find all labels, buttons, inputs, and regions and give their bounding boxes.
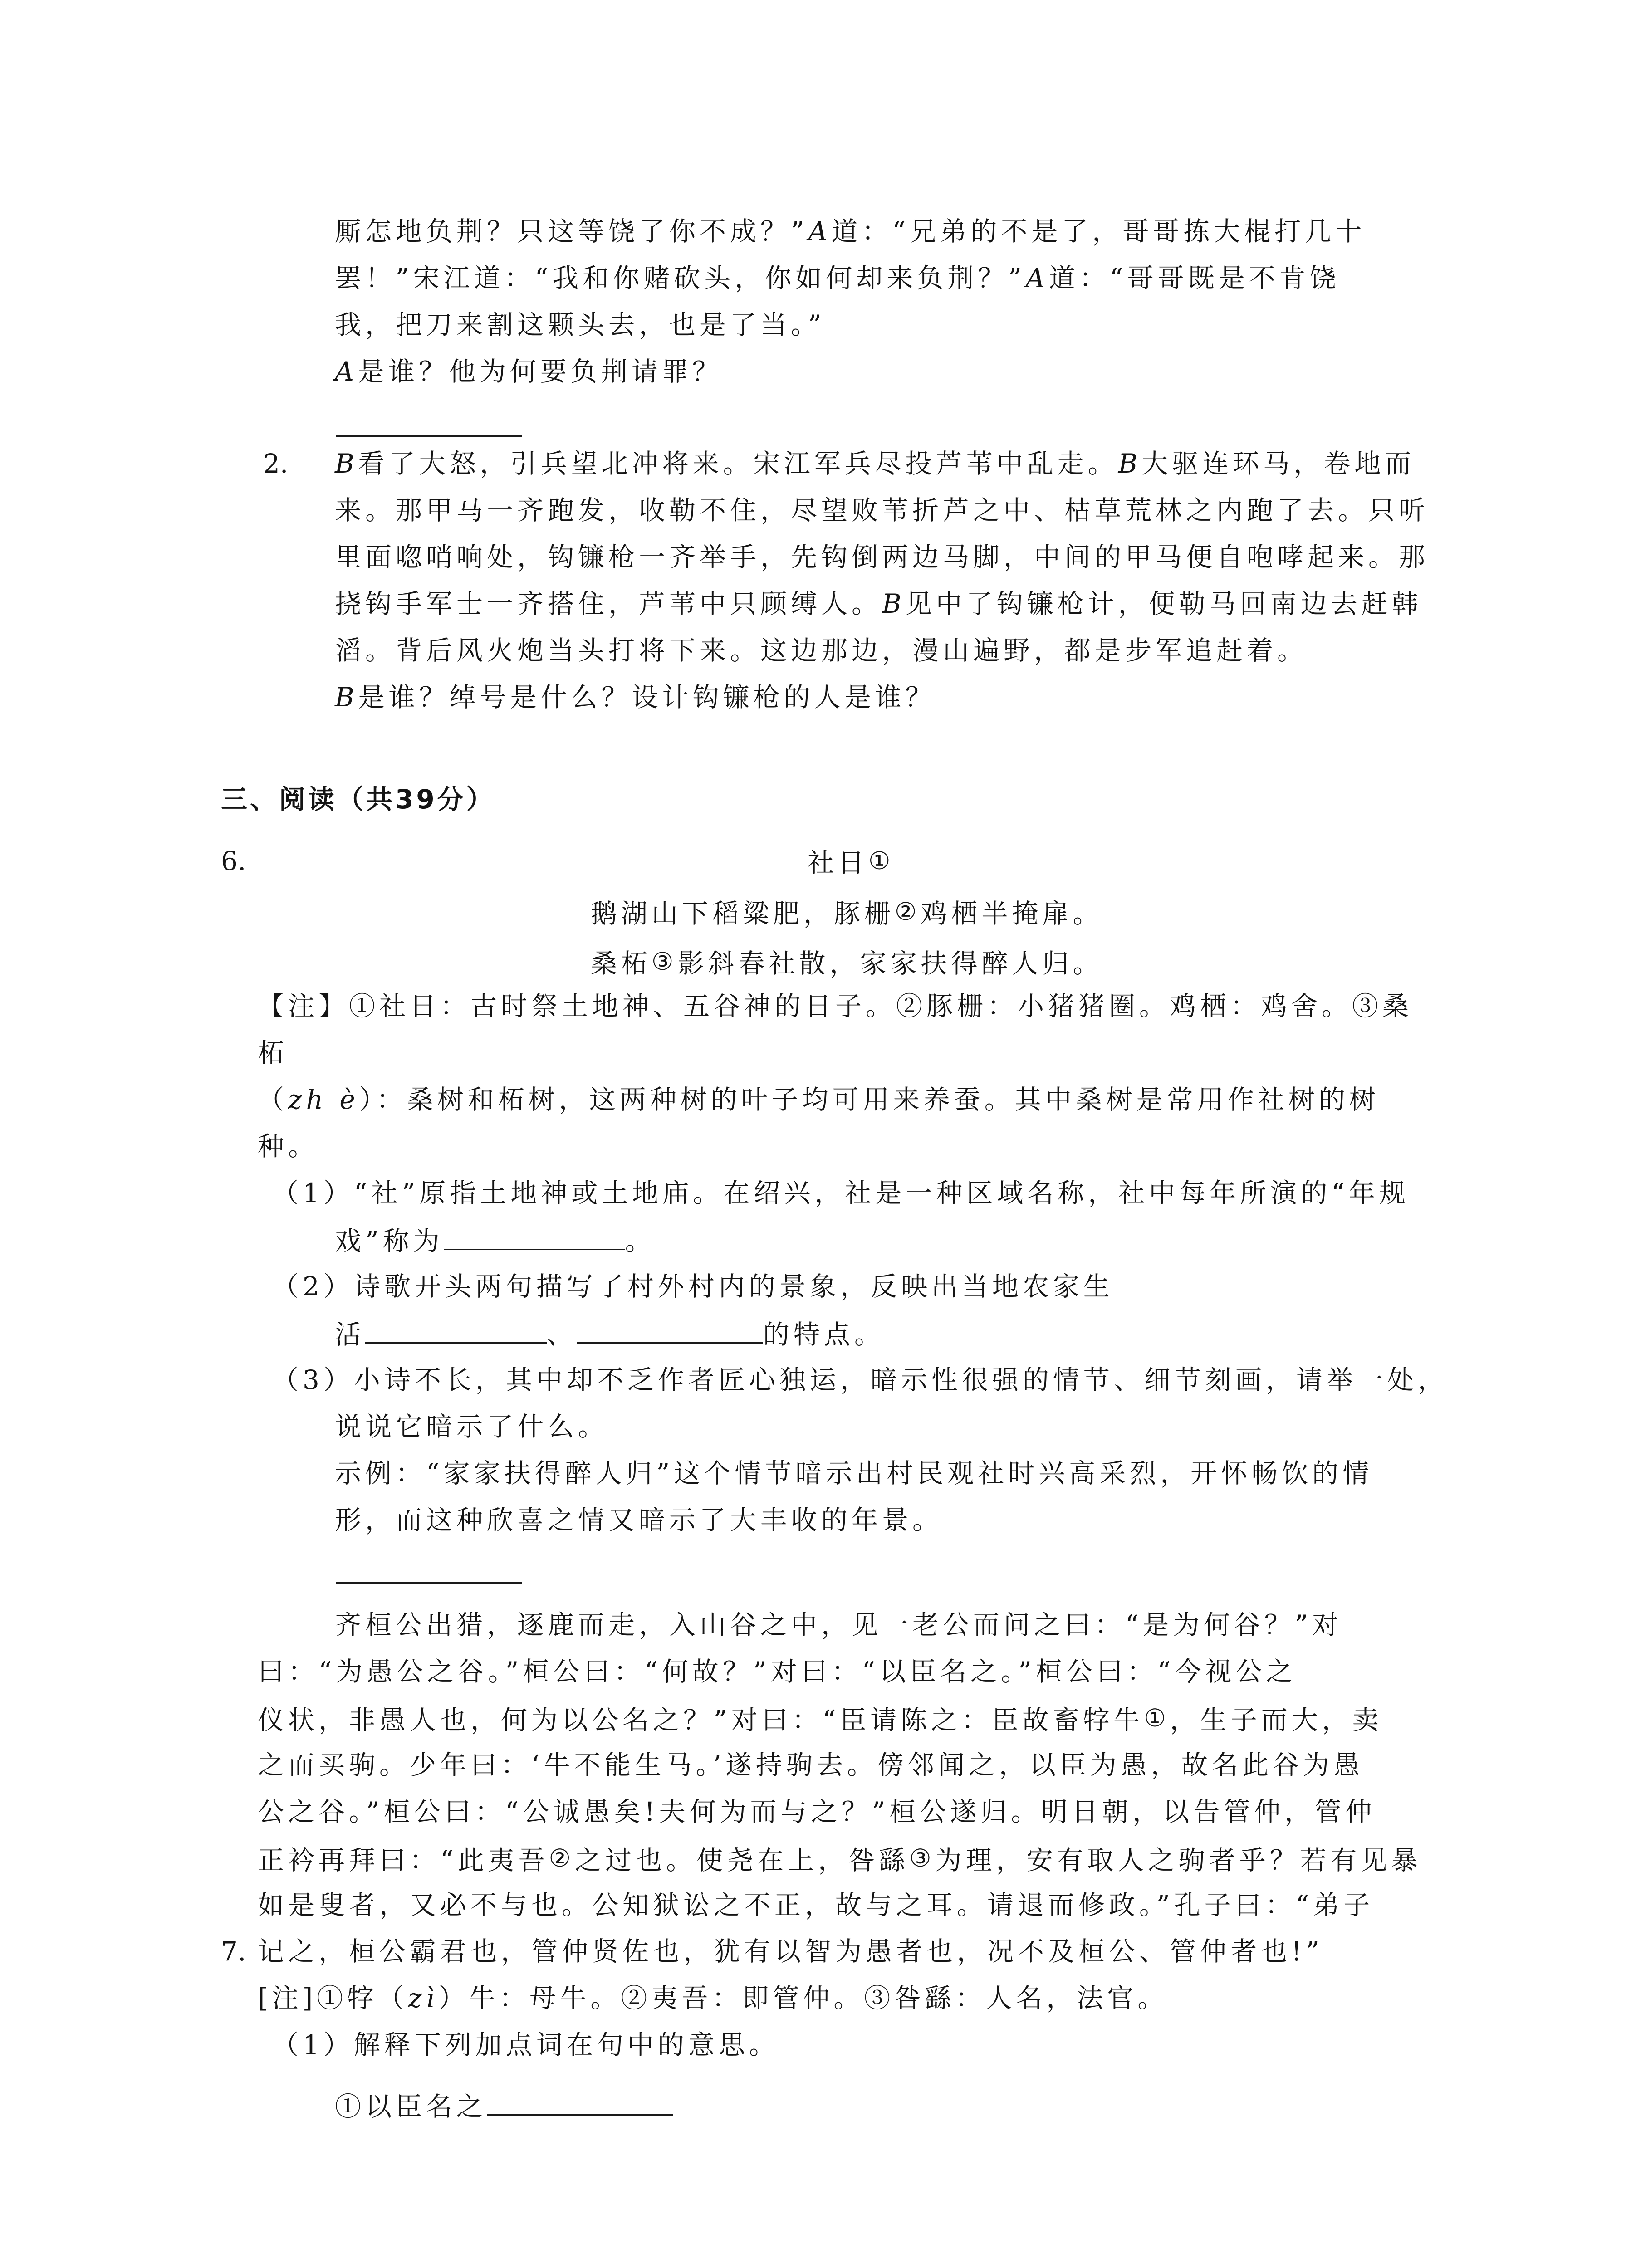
footnote-mark: ① [868, 846, 895, 875]
q7-number: 7. [221, 1936, 246, 1967]
q6-sub1-line1: （1）“社”原指土地神或土地庙。在绍兴，社是一种区域名称，社中每年所演的“年规 [272, 1178, 1410, 1208]
letter-b: B [882, 588, 906, 619]
q6-sub2-line1: （2）诗歌开头两句描写了村外村内的景象，反映出当地农家生 [272, 1271, 1114, 1302]
text: 鹅湖山下稻粱肥，豚栅 [591, 898, 895, 929]
footnote-mark: ③ [909, 1844, 936, 1872]
letter-b: B [335, 682, 358, 713]
q5-item2-number: 2. [263, 448, 289, 479]
answer-line-q5-1[interactable] [336, 435, 522, 437]
letter-b: B [1118, 448, 1142, 479]
q7-sub1-item1 [335, 2087, 673, 2125]
q6-sub3-line2: 说说它暗示了什么。 [335, 1411, 609, 1442]
q5-item1-line3: 我，把刀来割这颗头去，也是了当。” [335, 309, 826, 340]
q5-item1-line1 [335, 213, 1366, 249]
q6-sub2-line2 [335, 1315, 885, 1353]
q7-passage-line8: 记之，桓公霸君也，管仲贤佐也，犹有以智为愚者也，况不及桓公、管仲者也!” [258, 1936, 1323, 1967]
text: （ [258, 1084, 289, 1115]
q5-item2-line2: 来。那甲马一齐跑发，收勒不住，尽望败苇折芦之中、枯草荒林之内跑了去。只听 [335, 495, 1430, 526]
text: ）：桑树和柘树，这两种树的叶子均可用来养蚕。其中桑树是常用作社树的树 [359, 1084, 1380, 1115]
q6-sub1-line2 [335, 1222, 656, 1259]
text: 见中了钩镰枪计，便勒马回南边去赶韩 [905, 588, 1422, 619]
pinyin: zì [408, 1983, 439, 2014]
q6-sub3-line1: （3）小诗不长，其中却不乏作者匠心独运，暗示性很强的情节、细节刻画，请举一处， [272, 1364, 1448, 1395]
text: 厮怎地负荆？只这等饶了你不成？” [335, 216, 808, 247]
q5-item2-line4 [335, 586, 1422, 622]
text: 看了大怒，引兵望北冲将来。宋江军兵尽投芦苇中乱走。 [358, 448, 1118, 479]
q7-passage-line7: 如是叟者，又必不与也。公知狱讼之不正，故与之耳。请退而修政。”孔子曰：“弟子 [258, 1890, 1374, 1921]
text: ，生子而大，卖 [1170, 1705, 1383, 1735]
letter-b: B [335, 448, 358, 479]
text: 挠钩手军士一齐搭住，芦苇中只顾缚人。 [335, 588, 882, 619]
letter-a: A [808, 216, 832, 247]
q5-item2-question [335, 679, 936, 715]
q7-passage-line2: 曰：“为愚公之谷。”桓公曰：“何故？”对曰：“以臣名之。”桓公曰：“今视公之 [258, 1656, 1297, 1687]
q7-note [258, 1980, 1168, 2016]
answer-blank[interactable] [365, 1315, 547, 1344]
footnote-mark: ③ [652, 947, 678, 976]
poem-title [808, 843, 894, 881]
text: 道：“哥哥既是不肯饶 [1048, 263, 1340, 293]
q7-passage-line3 [258, 1700, 1383, 1738]
text: 。 [625, 1226, 656, 1256]
letter-a: A [1025, 263, 1049, 293]
text: 活 [335, 1319, 366, 1350]
letter-a: A [335, 356, 358, 387]
poem-line-1 [591, 894, 1103, 932]
text: 社日 [808, 847, 869, 878]
footnote-mark: ② [549, 1844, 575, 1872]
answer-blank[interactable] [444, 1222, 625, 1250]
text: 之过也。使尧在上，咎繇 [575, 1845, 910, 1876]
q6-note-line1: 【注】①社日：古时祭土地神、五谷神的日子。②豚栅：小猪猪圈。鸡栖：鸡舍。③桑 [258, 991, 1413, 1022]
text: [注]①牸（ [258, 1983, 408, 2014]
q6-example-line1: 示例：“家家扶得醉人归”这个情节暗示出村民观社时兴高采烈，开怀畅饮的情 [335, 1458, 1373, 1489]
q6-example-line2: 形，而这种欣喜之情又暗示了大丰收的年景。 [335, 1505, 943, 1535]
pinyin: zh è [288, 1084, 359, 1115]
answer-blank[interactable] [577, 1315, 763, 1344]
text: 桑柘 [591, 948, 652, 979]
q7-passage-line5: 公之谷。”桓公曰：“公诚愚矣!夫何为而与之？”桓公遂归。明日朝，以告管仲，管仲 [258, 1796, 1376, 1827]
footnote-mark: ① [1144, 1704, 1170, 1732]
q5-item2-line3: 里面唿哨响处，钩镰枪一齐举手，先钩倒两边马脚，中间的甲马便自咆哮起来。那 [335, 542, 1430, 572]
text: 为理，安有取人之驹者乎？若有见暴 [935, 1845, 1422, 1876]
q6-note-line3 [258, 1081, 1380, 1118]
q5-item1-line2 [335, 260, 1340, 296]
text: ）牛：母牛。②夷吾：即管仲。③咎繇：人名，法官。 [438, 1983, 1168, 2014]
text: 是谁？绰号是什么？设计钩镰枪的人是谁？ [358, 682, 936, 713]
q6-note-line2: 柘 [258, 1037, 289, 1068]
q5-item1-question [335, 353, 723, 390]
text: 罢！”宋江道：“我和你赌砍头，你如何却来负荆？” [335, 263, 1026, 293]
q7-passage-line6 [258, 1840, 1422, 1878]
q5-item2-line1 [335, 445, 1415, 482]
answer-line-q6[interactable] [336, 1582, 522, 1584]
text: 仪状，非愚人也，何为以公名之？”对曰：“臣请陈之：臣故畜牸牛 [258, 1705, 1144, 1735]
q7-passage-line1: 齐桓公出猎，逐鹿而走，入山谷之中，见一老公而问之曰：“是为何谷？”对 [335, 1609, 1343, 1640]
text: 是谁？他为何要负荆请罪？ [358, 356, 723, 387]
text: 鸡栖半掩扉。 [921, 898, 1103, 929]
text: 大驱连环马，卷地而 [1141, 448, 1416, 479]
footnote-mark: ② [895, 897, 921, 926]
q7-sub1: （1）解释下列加点词在句中的意思。 [272, 2029, 779, 2060]
text: ①以臣名之 [335, 2091, 487, 2122]
q6-note-line4: 种。 [258, 1131, 319, 1162]
q7-passage-line4: 之而买驹。少年曰：‘牛不能生马。’遂持驹去。傍邻闻之，以臣为愚，故名此谷为愚 [258, 1750, 1364, 1780]
text: 正衿再拜曰：“此夷吾 [258, 1845, 549, 1876]
text: 戏”称为 [335, 1226, 444, 1256]
text: 道：“兄弟的不是了，哥哥拣大棍打几十 [831, 216, 1366, 247]
q6-number: 6. [221, 846, 246, 876]
text: 影斜春社散，家家扶得醉人归。 [677, 948, 1103, 979]
poem-line-2 [591, 943, 1103, 982]
answer-blank[interactable] [487, 2087, 673, 2116]
q5-item2-line5: 滔。背后风火炮当头打将下来。这边那边，漫山遍野，都是步军追赶着。 [335, 635, 1308, 666]
text: 的特点。 [763, 1319, 885, 1350]
section-heading: 三、阅读（共39分） [221, 784, 495, 815]
text: 、 [547, 1319, 578, 1350]
